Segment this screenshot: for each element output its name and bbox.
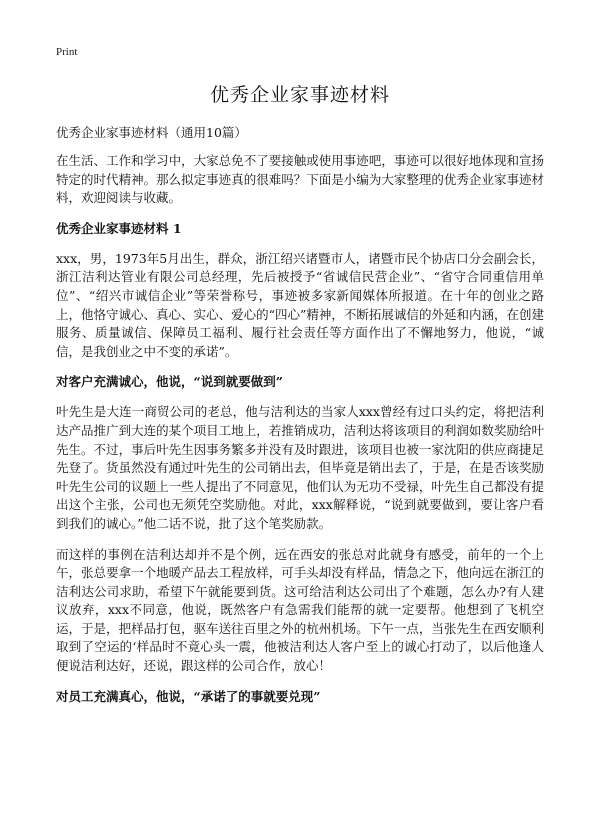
section-heading: 优秀企业家事迹材料 1 (56, 220, 182, 236)
body-paragraph: xxx，男，1973年5月出生，群众，浙江绍兴诸暨市人，诸暨市民个协店口分会副会长，浙江洁利达管业有限公司总经理，先后被授予“省诚信民营企业”、“省守合同重信用单位”、“绍兴市诚信企业”等荣誉称号，事迹被多家新闻媒体所报道。在十年的创业之路上，他恪守诚心、真心、实心、爱心的“四心”精神，不断拓展诚信的外延和内涵，在创建服务、质量诚信、保障员工福利、履行社会责任等方面作出了不懈地努力，他说，“诚信，是我创业之中不变的承诺”。 (56, 250, 544, 359)
page-title: 优秀企业家事迹材料 (209, 84, 390, 106)
document-body (56, 124, 544, 718)
print-label[interactable]: Print (56, 46, 78, 58)
intro-paragraph: 在生活、工作和学习中，大家总免不了要接触或使用事迹吧，事迹可以很好地体现和宣扬特定的时代精神。那么拟定事迹真的很难吗？下面是小编为大家整理的优秀企业家事迹材料，欢迎阅读与收藏。 (56, 153, 544, 206)
section-heading: 对客户充满诚心，他说，“说到就要做到” (56, 374, 283, 390)
document-subtitle: 优秀企业家事迹材料（通用10篇） (56, 125, 247, 140)
body-paragraph: 而这样的事例在洁利达却并不是个例，远在西安的张总对此就身有感受，前年的一个上午，张总要拿一个地暖产品去工程放样，可手头却没有样品，情急之下，他向远在浙江的洁利达公司求助，希望下午就能要到货。这可给洁利达公司出了个难题，怎么办?有人建议放弃，xxx不同意，他说，既然客户有急需我们能帮的就一定要帮。他想到了飞机空运，于是，把样品打包，驱车送往百里之外的杭州机场。下午一点，当张先生在西安顺利取到了空运的‘样品时不竟心头一震，他被洁利达人客户至上的诚心打动了，以后他逢人便说洁利达好，还说，跟这样的公司合作，放心！ (56, 546, 544, 674)
section-heading: 对员工充满真心，他说，“承诺了的事就要兑现” (56, 688, 321, 704)
body-paragraph: 叶先生是大连一商贸公司的老总，他与洁利达的当家人xxx曾经有过口头约定，将把洁利达产品推广到大连的某个项目工地上，若推销成功，洁利达将该项目的利润如数奖励给叶先生。不过，事后叶先生因事务繁多并没有及时跟进，该项目也被一家沈阳的供应商捷足先登了。货虽然没有通过叶先生的公司销出去，但毕竟是销出去了，于是，在是否该奖励叶先生公司的议题上一些人提出了不同意见，他们认为无功不受禄，叶先生自己都没有提出这个主张，公司也无须凭空奖励他。对此，xxx解释说，“说到就要做到，要让客户看到我们的诚心。”他二话不说，批了这个笔奖励款。 (56, 404, 544, 531)
